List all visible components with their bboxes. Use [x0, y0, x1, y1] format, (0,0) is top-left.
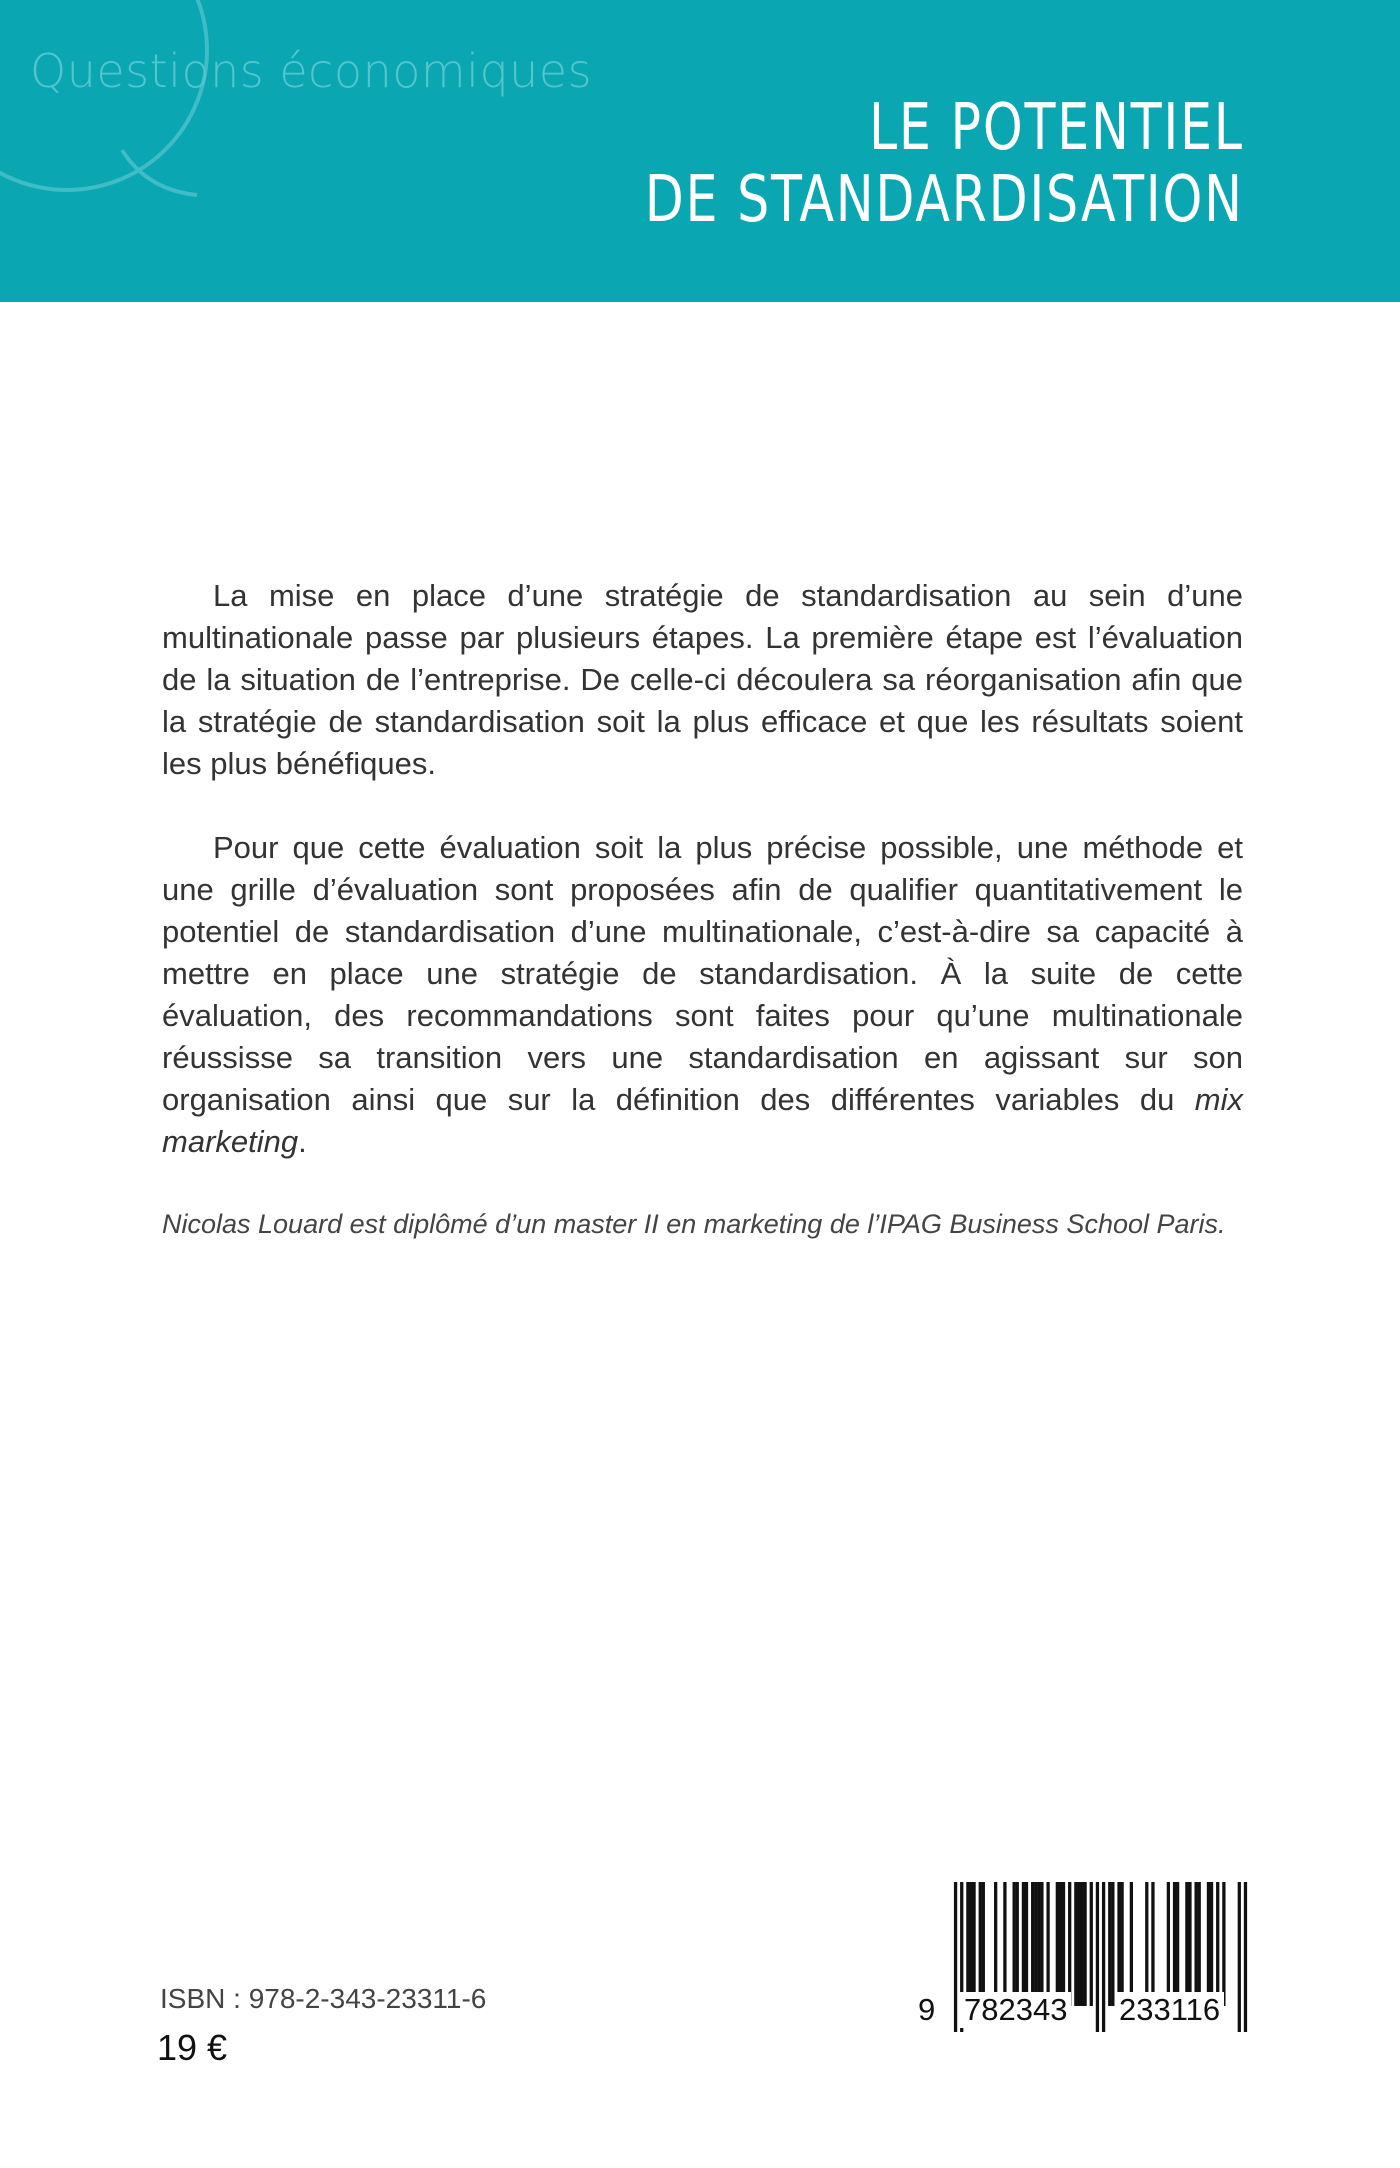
barcode-bar — [1083, 1882, 1086, 2006]
series-q-logo — [0, 0, 242, 260]
barcode-bar — [1111, 1882, 1114, 2006]
barcode-bar — [1117, 1882, 1120, 2006]
barcode-bar — [1108, 1882, 1111, 2006]
barcode-bar — [1188, 1882, 1191, 2006]
barcode-bar — [1025, 1882, 1028, 2006]
barcode-bar — [1022, 1882, 1025, 2006]
series-label: Questions économiques — [30, 44, 593, 98]
barcode-bar — [1198, 1882, 1201, 2006]
barcode-bar — [1062, 1882, 1065, 2006]
barcode-bar — [969, 1882, 972, 2006]
barcode-bar — [1046, 1882, 1049, 2006]
barcode-bar — [1176, 1882, 1179, 2006]
barcode-bar — [1040, 1882, 1043, 2006]
barcode-bar — [1016, 1882, 1019, 2006]
barcode-left-group: 782343 — [960, 1992, 1071, 2028]
barcode-bar — [1003, 1882, 1006, 2006]
barcode-bar — [994, 1882, 997, 2006]
barcode-bar — [1222, 1882, 1225, 2006]
back-cover-blurb — [162, 575, 1243, 1163]
blurb-paragraph-2-emphasis: mix marketing — [162, 1082, 1243, 1159]
barcode-bar — [1077, 1882, 1080, 2006]
barcode-bar — [1173, 1882, 1176, 2006]
book-title-line-1: LE POTENTIEL — [869, 91, 1244, 165]
barcode-bar — [1034, 1882, 1037, 2006]
barcode-bar — [1056, 1882, 1059, 2006]
barcode-bar — [1151, 1882, 1154, 2006]
barcode-bar — [1130, 1882, 1133, 2006]
barcode-bar — [1145, 1882, 1148, 2006]
barcode-bar — [1185, 1882, 1188, 2006]
barcode-bar — [1090, 1882, 1093, 2006]
barcode-bar — [1080, 1882, 1083, 2006]
blurb-paragraph-1: La mise en place d’une stratégie de standardisation au sein d’une multinationale passe par plusieurs étapes. La première étape est l’évaluation de la situation de l’entreprise. De celle-ci découlera sa réorganisation afin que la stratégie de standardisation soit la plus efficace et que les résultats soient les plus bénéfiques. — [162, 578, 1243, 781]
barcode-bar — [1210, 1882, 1213, 2006]
barcode-bar — [966, 1882, 969, 2006]
barcode-bar — [1068, 1882, 1071, 2006]
blurb-paragraph-2-text: Pour que cette évaluation soit la plus précise possible, une méthode et une grille d’évaluation sont proposées afin de qualifier quantitativement le potentiel de standardisation d’une multinationale, c’est-à-dire sa capacité à mettre en place une stratégie de standardisation. À la suite de cette évaluation, des recommandations sont faites pour qu’une multinationale réussisse sa transition vers une standardisation en agissant sur son organisation ainsi que sur la définition des différentes variables du — [162, 830, 1243, 1117]
barcode-right-group: 233116 — [1115, 1992, 1224, 2028]
isbn: ISBN : 978-2-343-23311-6 — [160, 1983, 487, 2014]
barcode-digits — [920, 1992, 1250, 2032]
book-title-line-2: DE STANDARDISATION — [644, 163, 1244, 237]
barcode-bar — [1120, 1882, 1123, 2006]
barcode-bar — [1167, 1882, 1170, 2006]
barcode-bar — [979, 1882, 982, 2006]
author-note: Nicolas Louard est diplômé d’un master II en marketing de l’IPAG Business School Paris. — [162, 1209, 1226, 1239]
blurb-paragraph-2-end: . — [298, 1124, 307, 1159]
barcode-bar — [1031, 1882, 1034, 2006]
barcode-bar — [1013, 1882, 1016, 2006]
barcode-bar — [982, 1882, 985, 2006]
blurb-paragraph-2 — [162, 827, 1243, 1163]
barcode-bar — [1037, 1882, 1040, 2006]
barcode-bar — [1074, 1882, 1077, 2006]
barcode-first-digit: 9 — [914, 1992, 939, 2028]
barcode-bar — [1207, 1882, 1210, 2006]
price: 19 € — [157, 2027, 228, 2068]
barcode-bar — [1059, 1882, 1062, 2006]
barcode-bar — [972, 1882, 975, 2006]
barcode-bar — [1194, 1882, 1197, 2006]
book-title — [645, 92, 1244, 236]
barcode-bar — [1216, 1882, 1219, 2006]
header-band — [0, 0, 1400, 302]
